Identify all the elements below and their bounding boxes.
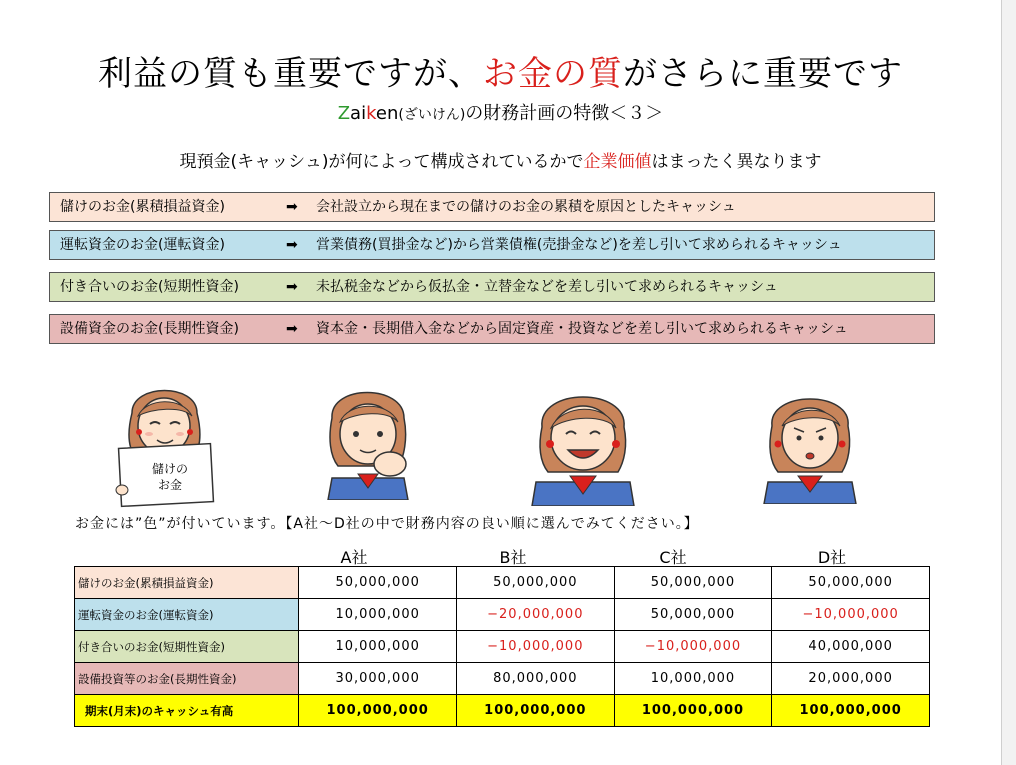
title-part2: がさらに重要です bbox=[623, 54, 903, 94]
title-part1: 利益の質も重要ですが、 bbox=[98, 54, 483, 94]
table-cell: 100,000,000 bbox=[456, 695, 614, 727]
cash-composition-table bbox=[74, 566, 930, 727]
column-header-d: D社 bbox=[817, 548, 847, 567]
band-label: 設備資金のお金(長期性資金) bbox=[60, 321, 239, 337]
table-cell: 100,000,000 bbox=[614, 695, 772, 727]
table-cell: 50,000,000 bbox=[614, 567, 772, 599]
right-edge-strip bbox=[1001, 0, 1016, 765]
row-label: 儲けのお金(累積損益資金) bbox=[75, 567, 299, 599]
table-cell: 50,000,000 bbox=[772, 567, 930, 599]
band-working-capital bbox=[49, 230, 935, 260]
title-highlight: お金の質 bbox=[483, 54, 623, 94]
table-row bbox=[75, 567, 930, 599]
table-cell: 100,000,000 bbox=[299, 695, 457, 727]
column-header-b: B社 bbox=[499, 548, 527, 567]
subtitle-rest: の財務計画の特徴＜３＞ bbox=[465, 103, 664, 124]
lead-part2: はまったく異なります bbox=[651, 152, 822, 172]
row-label: 運転資金のお金(運転資金) bbox=[75, 599, 299, 631]
table-row bbox=[75, 599, 930, 631]
row-label: 設備投資等のお金(長期性資金) bbox=[75, 663, 299, 695]
band-long-term bbox=[49, 314, 935, 344]
brand-k: k bbox=[366, 103, 376, 124]
woman-smiling-illustration bbox=[528, 382, 638, 506]
lead-part1: 現預金(キャッシュ)が何によって構成されているかで bbox=[179, 152, 584, 172]
instruction-note: お金には”色”が付いています。【A社～D社の中で財務内容の良い順に選んでみてください。】 bbox=[75, 516, 699, 532]
table-cell: −10,000,000 bbox=[772, 599, 930, 631]
woman-worried-illustration bbox=[760, 384, 860, 504]
woman-thinking-illustration bbox=[318, 378, 418, 500]
table-row bbox=[75, 663, 930, 695]
page-subtitle bbox=[0, 101, 1001, 128]
table-cell: 10,000,000 bbox=[299, 599, 457, 631]
table-cell: 10,000,000 bbox=[614, 663, 772, 695]
band-short-term bbox=[49, 272, 935, 302]
table-cell: −10,000,000 bbox=[456, 631, 614, 663]
arrow-icon: ➡ bbox=[286, 237, 298, 253]
table-row-total bbox=[75, 695, 930, 727]
page-title bbox=[0, 52, 1001, 96]
brand-z: Z bbox=[337, 103, 351, 124]
table-cell: 80,000,000 bbox=[456, 663, 614, 695]
sign-text: 儲けの お金 bbox=[151, 462, 188, 492]
table-cell: 50,000,000 bbox=[614, 599, 772, 631]
table-cell: 40,000,000 bbox=[772, 631, 930, 663]
arrow-icon: ➡ bbox=[286, 279, 298, 295]
band-description: 営業債務(買掛金など)から営業債権(売掛金など)を差し引いて求められるキャッシュ bbox=[316, 237, 842, 253]
band-label: 付き合いのお金(短期性資金) bbox=[60, 279, 239, 295]
brand-ai: ai bbox=[350, 103, 367, 124]
brand-en: en bbox=[375, 103, 399, 124]
lead-highlight: 企業価値 bbox=[583, 152, 652, 172]
table-cell: 20,000,000 bbox=[772, 663, 930, 695]
table-row bbox=[75, 631, 930, 663]
brand-reading: (ざいけん) bbox=[398, 107, 466, 123]
arrow-icon: ➡ bbox=[286, 199, 298, 215]
band-description: 資本金・長期借入金などから固定資産・投資などを差し引いて求められるキャッシュ bbox=[316, 321, 848, 337]
row-label: 期末(月末)のキャッシュ有高 bbox=[75, 695, 299, 727]
table-cell: −20,000,000 bbox=[456, 599, 614, 631]
band-description: 未払税金などから仮払金・立替金などを差し引いて求められるキャッシュ bbox=[316, 279, 778, 295]
band-description: 会社設立から現在までの儲けのお金の累積を原因としたキャッシュ bbox=[316, 199, 736, 215]
row-label: 付き合いのお金(短期性資金) bbox=[75, 631, 299, 663]
table-cell: −10,000,000 bbox=[614, 631, 772, 663]
table-cell: 30,000,000 bbox=[299, 663, 457, 695]
table-cell: 50,000,000 bbox=[299, 567, 457, 599]
table-cell: 10,000,000 bbox=[299, 631, 457, 663]
column-header-c: C社 bbox=[659, 548, 687, 567]
arrow-icon: ➡ bbox=[286, 321, 298, 337]
table-cell: 50,000,000 bbox=[456, 567, 614, 599]
band-label: 運転資金のお金(運転資金) bbox=[60, 237, 225, 253]
column-header-a: A社 bbox=[340, 548, 368, 567]
band-label: 儲けのお金(累積損益資金) bbox=[60, 199, 225, 215]
lead-text bbox=[0, 150, 1001, 174]
table-cell: 100,000,000 bbox=[772, 695, 930, 727]
band-profit-money bbox=[49, 192, 935, 222]
